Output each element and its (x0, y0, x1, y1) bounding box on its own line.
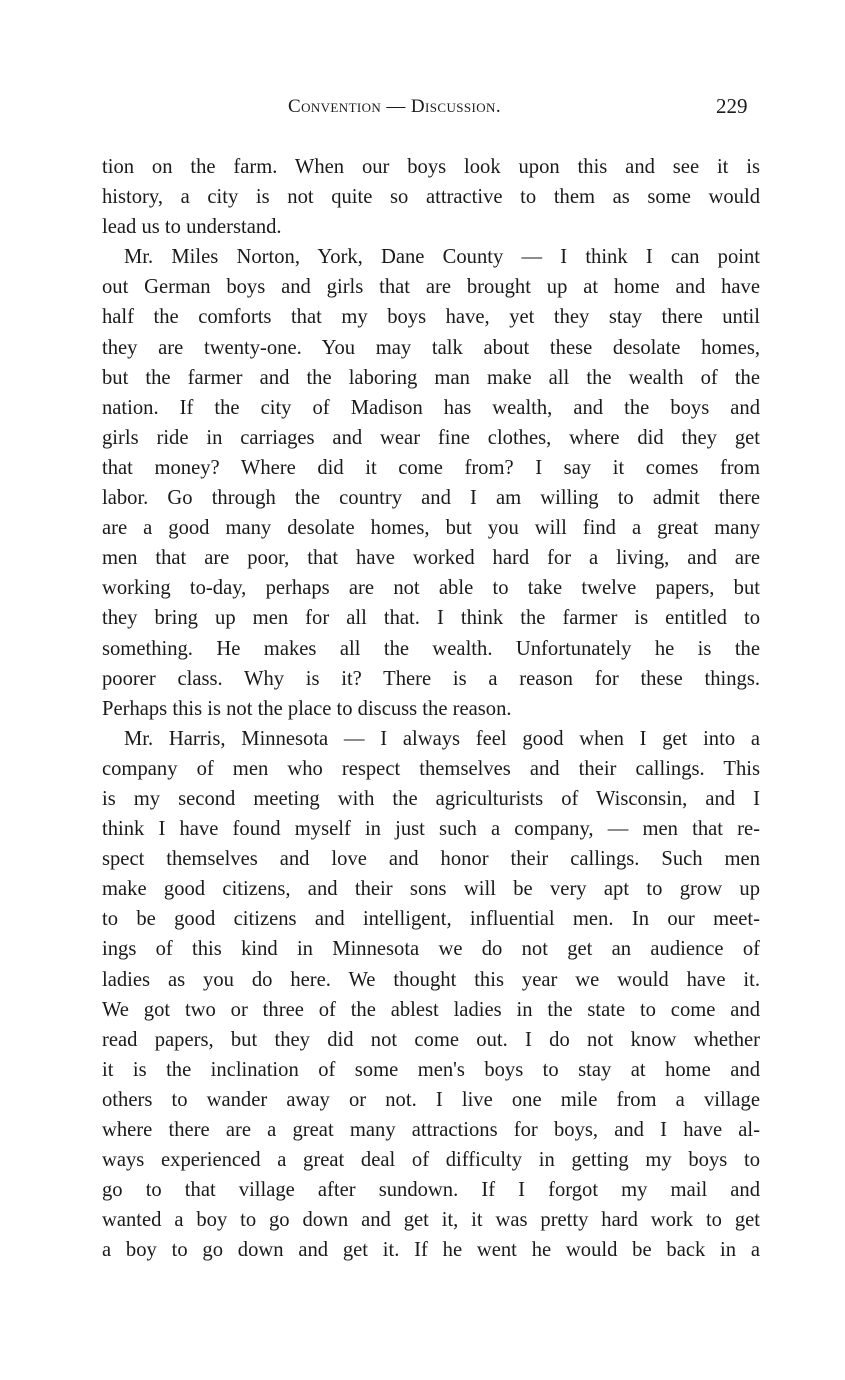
text-line: are a good many desolate homes, but you will find a great many (102, 517, 760, 540)
body-text (102, 152, 760, 1265)
page-number: 229 (716, 94, 748, 118)
text-line: to be good citizens and intelligent, influential men. In our meet- (102, 908, 760, 931)
text-line: go to that village after sundown. If I forgot my mail and (102, 1179, 760, 1202)
text-line: ings of this kind in Minnesota we do not get an audience of (102, 938, 760, 961)
text-line: they bring up men for all that. I think the farmer is entitled to (102, 607, 760, 630)
text-line: company of men who respect themselves and their callings. This (102, 757, 760, 780)
text-line: ladies as you do here. We thought this year we would have it. (102, 968, 760, 991)
running-title: Convention — Discussion. (288, 96, 501, 117)
text-line: nation. If the city of Madison has wealth, and the boys and (102, 396, 760, 419)
text-line: it is the inclination of some men's boys to stay at home and (102, 1058, 760, 1081)
text-line: poorer class. Why is it? There is a reason for these things. (102, 667, 760, 690)
text-line: where there are a great many attractions for boys, and I have al- (102, 1119, 760, 1141)
text-line: labor. Go through the country and I am willing to admit there (102, 487, 760, 510)
text-line: Perhaps this is not the place to discuss the reason. (102, 697, 512, 720)
text-line: lead us to understand. (102, 216, 282, 239)
text-line: but the farmer and the laboring man make all the wealth of the (102, 366, 760, 389)
text-line: that money? Where did it come from? I say it comes from (102, 456, 760, 479)
text-line: ways experienced a great deal of difficulty in getting my boys to (102, 1149, 760, 1172)
text-line: Mr. Miles Norton, York, Dane County — I think I can point (124, 246, 760, 269)
text-line: others to wander away or not. I live one mile from a village (102, 1088, 760, 1111)
text-line: a boy to go down and get it. If he went he would be back in a (102, 1239, 760, 1262)
text-line: out German boys and girls that are brought up at home and have (102, 276, 760, 299)
text-line: girls ride in carriages and wear fine clothes, where did they get (102, 426, 760, 449)
text-line: read papers, but they did not come out. I do not know whether (102, 1028, 760, 1051)
text-line: spect themselves and love and honor their callings. Such men (102, 848, 760, 871)
text-line: working to-day, perhaps are not able to take twelve papers, but (102, 577, 760, 600)
text-line: half the comforts that my boys have, yet they stay there until (102, 306, 760, 329)
text-line: We got two or three of the ablest ladies in the state to come and (102, 998, 760, 1021)
text-line: make good citizens, and their sons will be very apt to grow up (102, 878, 760, 901)
text-line: something. He makes all the wealth. Unfortunately he is the (102, 637, 760, 660)
text-line: they are twenty-one. You may talk about these desolate homes, (102, 336, 760, 359)
text-line: is my second meeting with the agriculturists of Wisconsin, and I (102, 787, 760, 810)
text-line: think I have found myself in just such a company, — men that re- (102, 818, 760, 841)
running-head (0, 96, 845, 126)
text-line: Mr. Harris, Minnesota — I always feel good when I get into a (124, 727, 760, 750)
text-line: wanted a boy to go down and get it, it was pretty hard work to get (102, 1209, 760, 1232)
text-line: men that are poor, that have worked hard for a living, and are (102, 547, 760, 570)
text-line: history, a city is not quite so attractive to them as some would (102, 186, 760, 209)
text-line: tion on the farm. When our boys look upon this and see it is (102, 156, 760, 178)
